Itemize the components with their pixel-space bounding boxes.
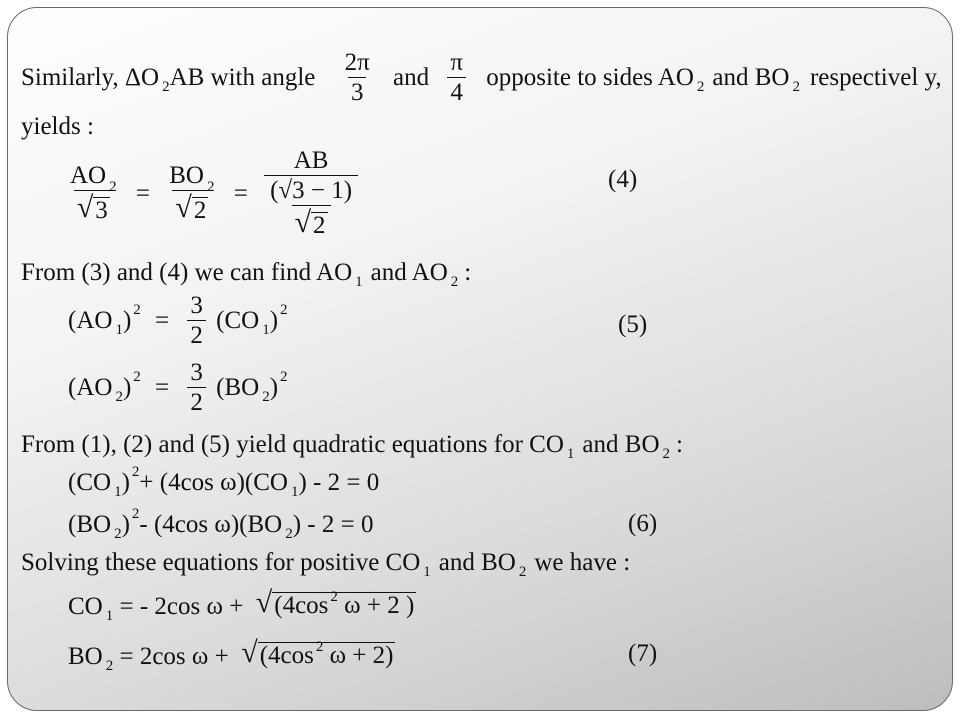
fraction-numerator: [67, 162, 120, 195]
body-text: and BO: [438, 548, 516, 576]
subscript: 2: [262, 389, 270, 406]
math-text: ): [122, 307, 132, 334]
subscript: 2: [162, 79, 170, 96]
fraction-ab: [264, 148, 358, 238]
subscript: 2: [792, 79, 800, 96]
equals-sign: =: [155, 374, 170, 401]
subscript: 1: [566, 446, 575, 462]
subscript: 2: [450, 274, 459, 290]
math-text: ) - 2 = 0: [298, 468, 380, 496]
equals-sign: =: [233, 179, 248, 207]
body-text: :: [676, 430, 683, 458]
superscript: 2: [280, 369, 288, 386]
math-text: (4cos: [259, 642, 314, 669]
quadratic-co1: [68, 464, 380, 500]
subscript: 2: [206, 179, 215, 195]
math-text: ): [269, 374, 279, 401]
fraction-3-2: [187, 293, 206, 348]
yields-line: yields :: [21, 113, 94, 140]
radicand: [272, 589, 416, 619]
fraction-numerator: (√3 − 1): [270, 177, 353, 204]
superscript: 2: [280, 302, 288, 319]
nested-fraction: [267, 178, 355, 238]
radicand: [258, 639, 396, 669]
fraction-denominator: 2: [187, 320, 206, 348]
fraction-denominator: [292, 205, 331, 238]
solution-bo2: [68, 636, 395, 674]
from-1-2-5-line: [21, 430, 683, 462]
math-text: CO: [68, 592, 103, 620]
body-text: and AO: [370, 258, 448, 286]
subscript: 1: [423, 564, 431, 580]
equation-4: [63, 148, 362, 238]
subscript: 2: [518, 564, 527, 580]
equals-sign: =: [155, 307, 170, 334]
slide: [7, 7, 953, 711]
math-text: ): [269, 307, 279, 334]
subscript: 2: [662, 446, 670, 462]
solution-co1: [68, 586, 416, 624]
fraction-numerator: AB: [293, 147, 329, 174]
intro-text: AB with angle: [169, 64, 316, 91]
superscript: 2: [330, 589, 338, 605]
body-text: Solving these equations for positive CO: [21, 548, 421, 576]
fraction-pi-4: [447, 50, 466, 105]
body-text: and BO: [582, 430, 660, 458]
radical-sign: √: [294, 206, 312, 239]
subscript: 1: [262, 322, 270, 339]
superscript: 2: [315, 639, 324, 655]
body-text: :: [464, 258, 472, 286]
fraction-numerator: [166, 162, 217, 195]
math-text: BO: [68, 642, 103, 670]
fraction-denominator: [172, 190, 211, 223]
sqrt: [175, 193, 208, 223]
superscript: 2: [131, 506, 140, 522]
math-text: ω + 2 ): [337, 592, 415, 619]
intro-text: Similarly, ΔO: [21, 64, 160, 91]
subscript: 2: [696, 79, 705, 96]
math-text: ) - 2 = 0: [292, 510, 374, 538]
equals-sign: =: [135, 179, 150, 207]
equation-number-5: (5): [618, 311, 648, 338]
radicand: 3: [95, 197, 108, 224]
intro-text: opposite to sides AO: [486, 64, 694, 91]
solving-line: [21, 548, 631, 580]
math-text: (4cos: [274, 592, 329, 619]
fraction-bo2-sqrt2: [166, 163, 217, 223]
fraction-denominator: [264, 175, 358, 238]
math-text: = 2cos ω +: [113, 642, 235, 670]
subscript: 1: [290, 484, 299, 500]
superscript: 2: [133, 302, 141, 319]
body-text: we have :: [534, 548, 631, 576]
equation-number-7: (7): [628, 640, 658, 667]
math-text: (CO: [216, 307, 260, 334]
radical-sign: √: [76, 191, 94, 224]
math-text: (CO: [68, 468, 112, 496]
fraction-3-2: [187, 360, 206, 415]
from-3-4-line: [21, 258, 472, 290]
fraction-numerator: 3: [190, 359, 203, 386]
subscript: 1: [105, 608, 114, 624]
math-text: (AO: [68, 374, 113, 401]
subscript: 2: [109, 179, 117, 195]
math-text: ): [121, 468, 130, 496]
subscript: 2: [285, 526, 293, 542]
radicand: 2: [193, 197, 207, 224]
subscript: 1: [115, 322, 123, 339]
sqrt: [295, 208, 328, 238]
superscript: 2: [133, 369, 141, 386]
numerator-text: AO: [70, 162, 107, 189]
equation-number-4: (4): [608, 166, 638, 193]
subscript: 2: [114, 526, 122, 542]
superscript: 2: [131, 464, 140, 480]
fraction-denominator: 2: [187, 387, 206, 415]
math-text: - (4cos ω)(BO: [139, 510, 283, 538]
equation-5: [68, 293, 288, 348]
intro-text: and: [393, 64, 430, 91]
intro-text: and BO: [712, 64, 790, 91]
body-text: From (3) and (4) we can find AO: [21, 258, 353, 286]
subscript: 2: [115, 389, 123, 406]
math-text: = - 2cos ω +: [113, 592, 250, 620]
numerator-text: BO: [169, 162, 204, 189]
sqrt: [77, 193, 110, 223]
radical-sign: √: [241, 636, 258, 669]
fraction-ao2-sqrt3: [67, 163, 120, 223]
sqrt: [256, 588, 417, 618]
radical-sign: √: [175, 191, 192, 224]
sqrt: [241, 638, 395, 668]
fraction-denominator: 4: [447, 77, 466, 105]
math-text: + (4cos ω)(CO: [139, 468, 288, 496]
radicand: 2: [313, 212, 326, 239]
body-text: From (1), (2) and (5) yield quadratic equations for CO: [21, 430, 564, 458]
fraction-numerator: 3: [190, 292, 203, 319]
math-text: ): [122, 374, 132, 401]
subscript: 2: [105, 658, 114, 674]
fraction-numerator: π: [450, 49, 463, 76]
math-text: ): [121, 510, 130, 538]
subscript: 1: [114, 484, 122, 500]
fraction-denominator: 3: [348, 77, 367, 105]
radical-sign: √: [255, 586, 273, 619]
equation-5b: [68, 360, 288, 415]
math-text: (BO: [68, 510, 112, 538]
equation-number-6: (6): [628, 510, 658, 537]
math-text: ω + 2): [323, 642, 394, 669]
intro-line: [21, 50, 942, 105]
math-text: (BO: [216, 374, 260, 401]
fraction-denominator: [74, 190, 113, 223]
subscript: 1: [355, 274, 363, 290]
quadratic-bo2: [68, 506, 374, 542]
fraction-2pi-3: [342, 50, 373, 105]
math-text: (AO: [68, 307, 113, 334]
fraction-numerator: 2π: [344, 49, 370, 76]
intro-text: respectivel y,: [809, 64, 942, 91]
